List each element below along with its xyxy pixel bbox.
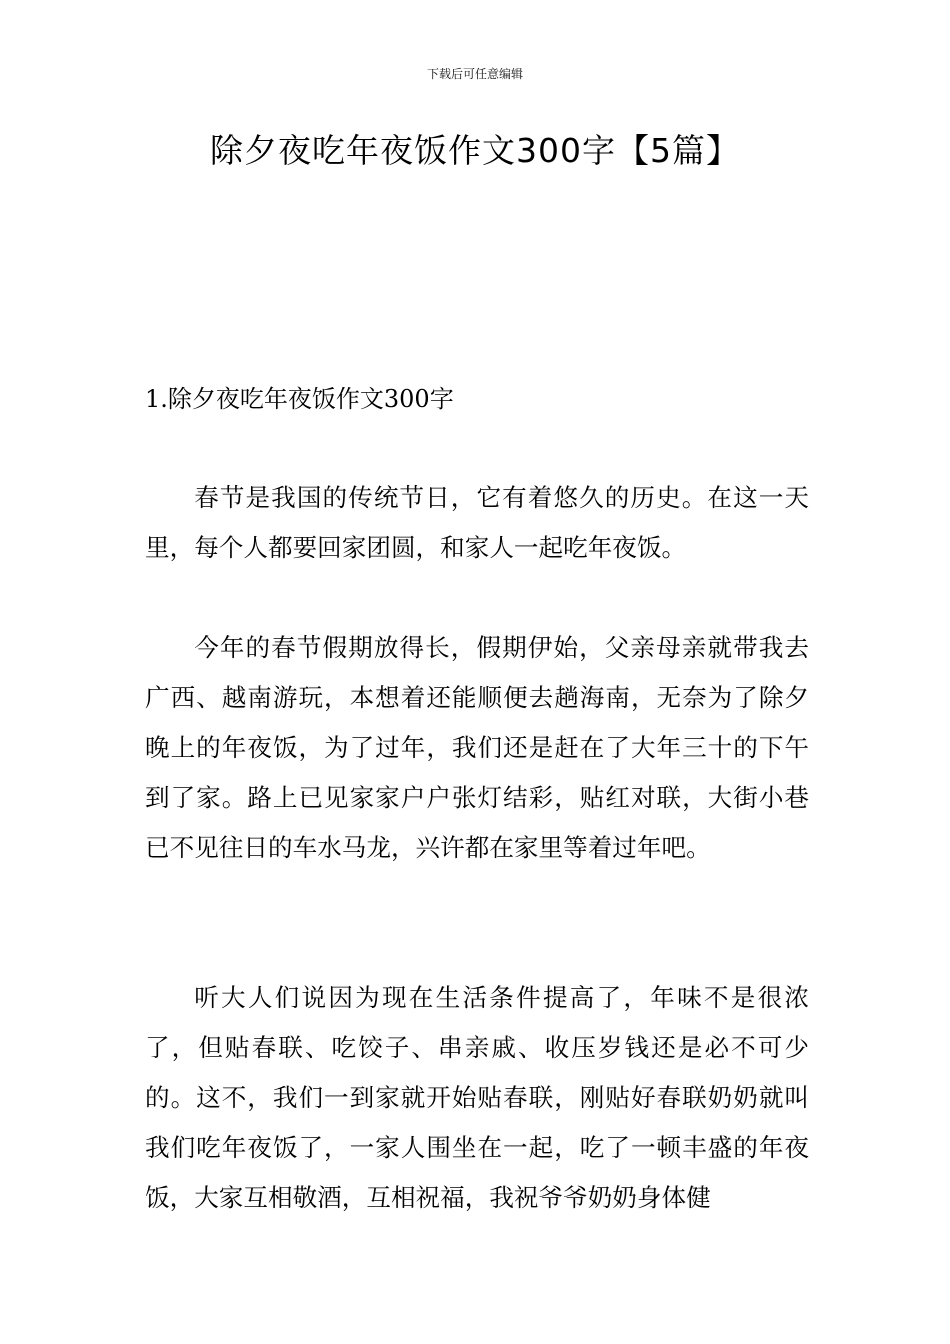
- paragraph: 春节是我国的传统节日，它有着悠久的历史。在这一天里，每个人都要回家团圆，和家人一起吃年夜饭。: [145, 483, 809, 562]
- paragraph: 今年的春节假期放得长，假期伊始，父亲母亲就带我去广西、越南游玩，本想着还能顺便去趟海南，无奈为了除夕晚上的年夜饭，为了过年，我们还是赶在了大年三十的下午到了家。路上已见家家户户张灯结彩，贴红对联，大街小巷已不见往日的车水马龙，兴许都在家里等着过年吧。: [145, 633, 809, 862]
- section-heading: 1.除夕夜吃年夜饭作文300字: [145, 385, 454, 413]
- header-note: 下载后可任意编辑: [426, 67, 523, 81]
- paragraph: 听大人们说因为现在生活条件提高了，年味不是很浓了，但贴春联、吃饺子、串亲戚、收压岁钱还是必不可少的。这不，我们一到家就开始贴春联，刚贴好春联奶奶就叫我们吃年夜饭了，一家人围坐在一起，吃了一顿丰盛的年夜饭，大家互相敬酒，互相祝福，我祝爷爷奶奶身体健: [145, 983, 809, 1212]
- document-title: 除夕夜吃年夜饭作文300字【5篇】: [210, 131, 740, 170]
